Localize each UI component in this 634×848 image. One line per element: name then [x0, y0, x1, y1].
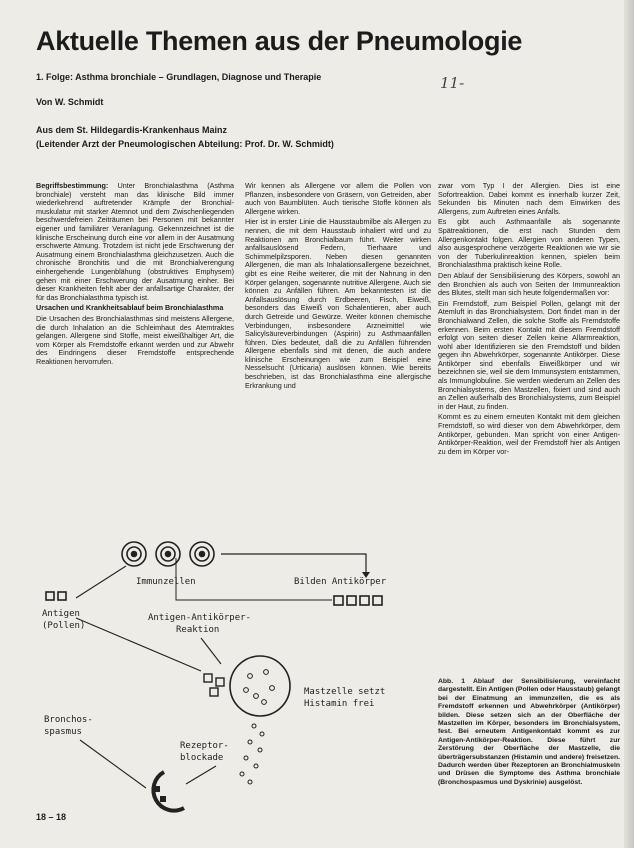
article-title: Aktuelle Themen aus der Pneumologie: [36, 26, 523, 56]
label-immune-cells: Immunzellen: [136, 577, 196, 587]
article-subtitle: 1. Folge: Asthma bronchiale – Grundlagen, Diagnose und Therapie: [36, 72, 322, 82]
text-column-3: [438, 182, 620, 624]
label-bronchospasm: Bronchos-: [44, 715, 93, 725]
affiliation-line-2: (Leitender Arzt der Pneumologischen Abteilung: Prof. Dr. W. Schmidt): [36, 139, 334, 149]
paragraph: Die Ursachen des Bronchialasthmas sind meistens Allergene, die durch Inhalation an die Schleimhaut des Atemtraktes gelangen. Allergene sind Stoffe, meist eiweißhaltiger Art, die vom Körper als Fremdstoffe erkannt werden und zur Abwehr des Eindringens dieser Fremdstoffe entsprechende Reaktionen hervorrufen.: [36, 313, 234, 366]
histamine-particles: [240, 724, 264, 784]
sensitization-diagram: [36, 536, 436, 816]
label-antigen-pollen: (Pollen): [42, 621, 86, 631]
article-author: Von W. Schmidt: [36, 97, 104, 107]
arrow-to-antibodies: [221, 554, 366, 574]
paragraph: Hier ist in erster Linie die Hausstaubmilbe als Allergen zu nennen, die mit dem Hausstaub inhaliert wird und zu Reaktionen am Bronchialbaum führt. Weiter wirken anfallsauslösend Federn, Tierhaare und Schimmelpilzsporen. Neben diesen genannten Allergenen, die man als Inhalationsallergene bezeichnet, gibt es eine Reihe weiterer, die mit der Nahrung in den Körper gelangen, sogenannte nutritive Allergene. Auch sie können zu Anfällen führen. Am bekanntesten ist die Anfallsauslösung durch Erdbeeren, Fisch, Eiweiß, besonders das Eiweiß von Schalentieren, aber auch durch Getreide und Gewürze. Weiter können chemische Verbindungen, insbesondere Arzneimittel wie Salicylsäureverbindungen (Aspirin) zu Asthmaanfällen führen. Dies bedeutet, daß die zu Anfällen führenden Allergene ebenfalls sind mit denen, die auch andere klinische Erscheinungen wie zum Beispiel eine Nesselsucht (Urticaria) auslösen können. Wie bereits beschrieben, ist das Bronchialasthma eine allergische Erkrankung und: [245, 217, 431, 390]
handwritten-note: 11-: [440, 74, 465, 92]
label-histamine: Histamin frei: [304, 699, 375, 709]
label-receptor: Rezeptor-: [180, 741, 229, 751]
arrow-antigen-to-immune: [76, 566, 126, 598]
paragraph: zwar vom Typ I der Allergien. Dies ist eine Sofortreaktion. Dabei kommt es innerhalb kurzer Zeit, Sekunden bis Minuten nach dem Einwirken des Allergens, zum Auftreten eines Anfalls.: [438, 182, 620, 216]
label-antibodies: Bilden Antikörper: [294, 577, 387, 587]
paragraph: Den Ablauf der Sensibilisierung des Körpers, sowohl an den Bronchien als auch von Seiten der Immunreaktion des Blutes, stellt man sich heute folgendermaßen vor:: [438, 270, 620, 298]
page-binding-edge: [624, 0, 634, 848]
figure-caption: Abb. 1 Ablauf der Sensibilisierung, vereinfacht dargestellt. Ein Antigen (Pollen oder Hausstaub) gelangt bei der Einatmung an immunzellen, die es als Fremdstoff erkennen und Abwehrkörper (Antikörper) bilden. Diese setzen sich an der Oberfläche der Mastzellen im Körper, besonders im Bronchialsystem, fest. Bei erneutem Antigenkontakt kommt es zur Antigen-Antikörper-Reaktion. Diese führt zur Zerstörung der Oberfläche der Mastzelle, die überträgersubstanzen (Histamin und andere) freisetzen. Dadurch werden über Rezeptoren an Bronchialmuskeln und Drüsen die Symptome des Asthma bronchiale (Bronchospasmus und Dyskrinie) ausgelöst.: [438, 678, 620, 786]
label-spasmus: spasmus: [44, 727, 82, 737]
author-affiliation: [36, 123, 334, 151]
lead-term: Begriffsbestimmung:: [36, 182, 109, 190]
mast-cell-icon: [204, 656, 290, 716]
label-blockade: blockade: [180, 753, 224, 763]
label-mast-cell: Mastzelle setzt: [304, 687, 386, 697]
label-reaction: Antigen-Antikörper-: [148, 613, 251, 623]
label-antigen: Antigen: [42, 609, 80, 619]
paragraph: Kommt es zu einem erneuten Kontakt mit dem gleichen Fremdstoff, so wird dieser von dem Abwehrkörper, dem Antikörper, gebunden. Man spricht von einer Antigen-Antikörper-Reaktion, weil der Fremdstoff hier als Antigen zu dem im Körper vor-: [438, 412, 620, 456]
paragraph: Es gibt auch Asthmaanfälle als sogenannte Spätreaktionen, die erst nach Stunden dem Allergenkontakt folgen. Allergien von anderen Typen, also ausgesprochene verzögerte Reaktionen wie wir sie von der Tuberkulinreaktion kennen, spielen beim Bronchialasthma praktisch keine Rolle.: [438, 217, 620, 270]
page-number: 18 – 18: [36, 812, 67, 822]
arrow-to-bronchus: [186, 766, 216, 784]
label-reaction-2: Reaktion: [176, 625, 220, 635]
affiliation-line-1: Aus dem St. Hildegardis-Krankenhaus Mainz: [36, 125, 228, 135]
paragraph: Wir kennen als Allergene vor allem die Pollen von Pflanzen, insbesondere von Gräsern, von Getreiden, aber auch von Baumblüten. Auch tierische Stoffe können als Allergene wirken.: [245, 182, 431, 216]
paragraph: Ein Fremdstoff, zum Beispiel Pollen, gelangt mit der Atemluft in das Bronchialsystem. Dort findet man in der Bronchialwand Zellen, die solche Stoffe als Fremdstoffe erkennen. Beim ersten Kontakt mit diesem Fremdstoff erfolgt von seiten dieser Zellen keine Allarmreaktion, wohl aber Identifizieren sie den Fremdstoff und bilden gegen ihn Abwehrkörper, sogenannte Antikörper. Diese Antikörper sind ebenfalls Eiweißkörper und wir bezeichnen sie, weil sie dem Immunsystem entstammen, als Immunglobuline. Sie werden wiederum an Zellen des Bronchialsystems, den Mastzellen, fixiert und sind auch an Zellen außerhalb des Bronchialsystems, zum Beispiel in der Haut, zu finden.: [438, 298, 620, 411]
arrow-to-reaction: [201, 638, 221, 664]
antibody-icon: [334, 596, 382, 605]
paragraph-text: Unter Bronchialasthma (Asthma bronchiale) versteht man das klinische Bild immer wiederkehrend auftretender Krämpfe der Bronchial-muskulatur mit starker Atemnot und dem Zwischenliegenden beschwerdefreien Zeiträumen bei Personen mit bekannter eigener und familiärer Veranlagung. Gekennzeichnet ist die klinische Erscheinung durch eine vor allem in der Ausatmung erschwerte Atmung. Trotzdem ist nicht jede Erschwerung der Ausatmung einem Bronchialasthma gleichzusetzen. Auch die chronische Bronchitis und die mit Bronchialverengung einhergehende Lungenblähung (obstruktives Emphysem) gehen mit einer Erschwerung der Ausatmung einher. Bei dieser Krankheiten fehlt aber der anfallsartige Charakter, der für das Bronchialasthma typisch ist.: [36, 182, 234, 302]
bronchus-receptor-icon: [153, 772, 184, 811]
text-column-1: [36, 182, 234, 534]
arrow-spasm: [80, 740, 146, 788]
section-heading: Ursachen und Krankheitsablauf beim Bronchialasthma: [36, 303, 224, 313]
paragraph: [36, 182, 234, 302]
pollen-antigen-icon: [46, 592, 66, 600]
text-column-2: [245, 182, 431, 534]
immune-cell-icon: [122, 542, 214, 566]
